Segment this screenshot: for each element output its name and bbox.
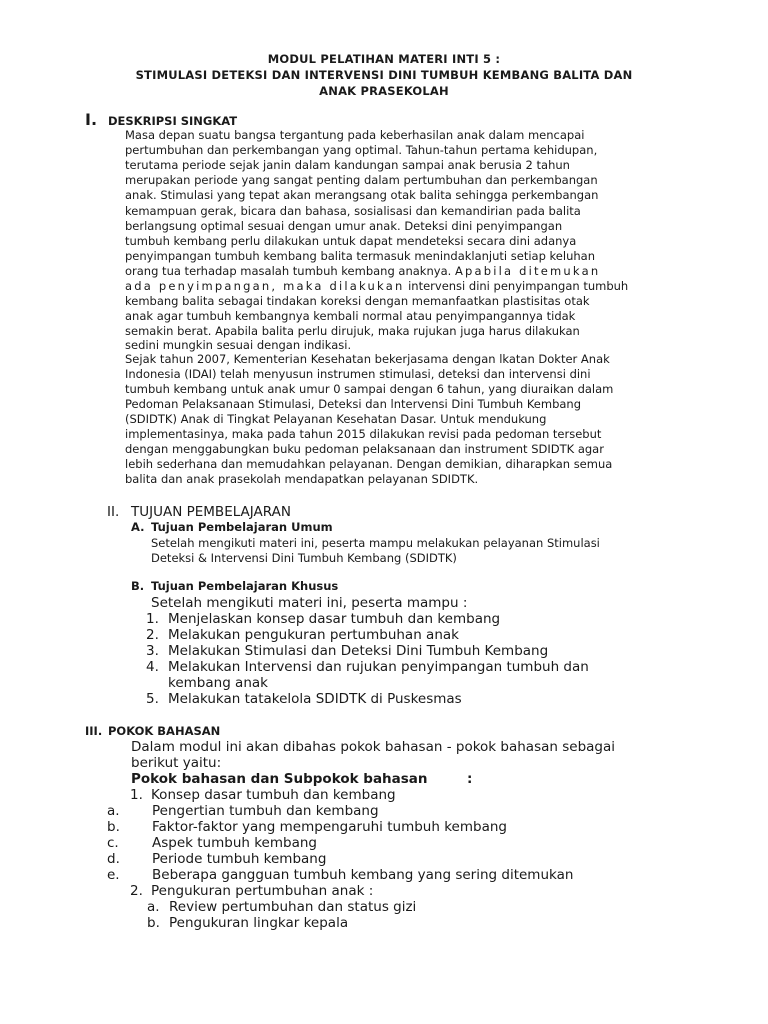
paragraph-line: semakin berat. Apabila balita perlu dirujuk, maka rujukan juga harus dilakukan [125, 324, 580, 338]
paragraph-line: tumbuh kembang perlu dilakukan untuk dapat mendeteksi secara dini adanya [125, 234, 577, 248]
section2-heading: TUJUAN PEMBELAJARAN [131, 504, 291, 520]
subtopic-item: Pengukuran lingkar kepala [169, 915, 349, 931]
paragraph-line: pertumbuhan dan perkembangan yang optimal. Tahun-tahun pertama kehidupan, [125, 143, 598, 157]
paragraph-line: Sejak tahun 2007, Kementerian Kesehatan bekerjasama dengan lkatan Dokter Anak [125, 352, 610, 366]
list-item: Melakukan tatakelola SDIDTK di Puskesmas [168, 691, 462, 707]
paragraph-text: orang tua terhadap masalah tumbuh kembang anaknya. [125, 264, 452, 278]
list-item: Melakukan Intervensi dan rujukan penyimpangan tumbuh dan [168, 659, 589, 675]
paragraph-line: kemampuan gerak, bicara dan bahasa, sosialisasi dan kemandirian pada balita [125, 204, 581, 218]
section3-intro-line: Dalam modul ini akan dibahas pokok bahasan - pokok bahasan sebagai [131, 739, 616, 755]
paragraph-line: penyimpangan tumbuh kembang balita termasuk menindaklanjuti setiap keluhan [125, 249, 595, 263]
subsection-a-label: A. [131, 520, 145, 534]
subtopic-label: a. [147, 899, 160, 915]
section2-number: II. [107, 504, 120, 520]
section1-number: I. [85, 110, 98, 129]
section3-heading: POKOK BAHASAN [108, 724, 221, 738]
subsection-b-label: B. [131, 579, 145, 593]
subtopic-label: b. [147, 915, 160, 931]
paragraph-line: sedini mungkin sesuai dengan indikasi. [125, 338, 352, 352]
subtopic-label: a. [107, 803, 120, 819]
subtopic-label: c. [107, 835, 119, 851]
subtopic-item: Review pertumbuhan dan status gizi [169, 899, 417, 915]
list-item-number: 2. [146, 627, 159, 643]
paragraph-text-spaced: ada penyimpangan, maka dilakukan [125, 279, 405, 293]
list-item: Menjelaskan konsep dasar tumbuh dan kembang [168, 611, 501, 627]
subtopic-item: Aspek tumbuh kembang [152, 835, 317, 851]
module-title-line2: STIMULASI DETEKSI DAN INTERVENSI DINI TUMBUH KEMBANG BALITA DAN [135, 68, 633, 82]
section3-intro-line: berikut yaitu: [131, 755, 222, 771]
topic-item: Konsep dasar tumbuh dan kembang [151, 787, 396, 803]
subtopic-item: Faktor-faktor yang mempengaruhi tumbuh kembang [152, 819, 507, 835]
paragraph-line: anak. Stimulasi yang tepat akan merangsang otak balita sehingga perkembangan [125, 188, 599, 202]
paragraph-line: Pedoman Pelaksanaan Stimulasi, Deteksi dan lntervensi Dini Tumbuh Kembang [125, 397, 582, 411]
section3-subheading-colon: : [467, 771, 473, 787]
subtopic-label: b. [107, 819, 120, 835]
section3-number: III. [85, 724, 103, 738]
paragraph-line: berlangsung optimal sesuai dengan umur anak. Deteksi dini penyimpangan [125, 219, 563, 233]
paragraph-line: anak agar tumbuh kembangnya kembali normal atau penyimpangannya tidak [125, 309, 576, 323]
paragraph-text-spaced: Apabila ditemukan [454, 264, 601, 278]
topic-number: 2. [130, 883, 143, 899]
paragraph-line: terutama periode sejak janin dalam kandungan sampai anak berusia 2 tahun [125, 158, 570, 172]
list-item-number: 1. [146, 611, 159, 627]
subsection-b-intro: Setelah mengikuti materi ini, peserta mampu : [151, 595, 468, 611]
subtopic-item: Beberapa gangguan tumbuh kembang yang sering ditemukan [152, 867, 574, 883]
paragraph-line: tumbuh kembang untuk anak umur 0 sampai dengan 6 tahun, yang diuraikan dalam [125, 382, 614, 396]
paragraph-line: kembang balita sebagai tindakan koreksi dengan memanfaatkan plastisitas otak [125, 294, 590, 308]
topic-number: 1. [130, 787, 143, 803]
paragraph-text: intervensi dini penyimpangan tumbuh [408, 279, 629, 293]
section3-subheading: Pokok bahasan dan Subpokok bahasan [131, 771, 428, 787]
list-item-number: 4. [146, 659, 159, 675]
subsection-b-heading: Tujuan Pembelajaran Khusus [151, 579, 339, 593]
paragraph-line: Indonesia (IDAI) telah menyusun instrumen stimulasi, deteksi dan intervensi dini [125, 367, 591, 381]
module-title-line3: ANAK PRASEKOLAH [319, 84, 449, 98]
list-item-number: 3. [146, 643, 159, 659]
paragraph-line: Masa depan suatu bangsa tergantung pada keberhasilan anak dalam mencapai [125, 128, 585, 142]
module-title-line1: MODUL PELATIHAN MATERI INTI 5 : [267, 52, 501, 66]
subsection-a-line: Setelah mengikuti materi ini, peserta mampu melakukan pelayanan Stimulasi [151, 536, 600, 550]
paragraph-line: balita dan anak prasekolah mendapatkan pelayanan SDIDTK. [125, 472, 479, 486]
paragraph-line: lebih sederhana dan memudahkan pelayanan. Dengan demikian, diharapkan semua [125, 457, 613, 471]
paragraph-line [125, 264, 600, 278]
list-item-number: 5. [146, 691, 159, 707]
subsection-a-line: Deteksi & Intervensi Dini Tumbuh Kembang (SDIDTK) [151, 551, 457, 565]
subsection-a-heading: Tujuan Pembelajaran Umum [151, 520, 333, 534]
list-item: Melakukan pengukuran pertumbuhan anak [168, 627, 459, 643]
list-item: Melakukan Stimulasi dan Deteksi Dini Tumbuh Kembang [168, 643, 549, 659]
section1-heading: DESKRIPSI SINGKAT [108, 114, 238, 128]
topic-item: Pengukuran pertumbuhan anak : [151, 883, 374, 899]
subtopic-item: Periode tumbuh kembang [152, 851, 327, 867]
paragraph-line: (SDIDTK) Anak di Tingkat Pelayanan Kesehatan Dasar. Untuk mendukung [125, 412, 547, 426]
paragraph-line: merupakan periode yang sangat penting dalam pertumbuhan dan perkembangan [125, 173, 598, 187]
paragraph-line [125, 279, 628, 293]
subtopic-item: Pengertian tumbuh dan kembang [152, 803, 379, 819]
subtopic-label: d. [107, 851, 120, 867]
paragraph-line: dengan menggabungkan buku pedoman pelaksanaan dan instrument SDIDTK agar [125, 442, 604, 456]
list-item-continuation: kembang anak [168, 675, 268, 691]
subtopic-label: e. [107, 867, 120, 883]
paragraph-line: implementasinya, maka pada tahun 2015 dilakukan revisi pada pedoman tersebut [125, 427, 602, 441]
